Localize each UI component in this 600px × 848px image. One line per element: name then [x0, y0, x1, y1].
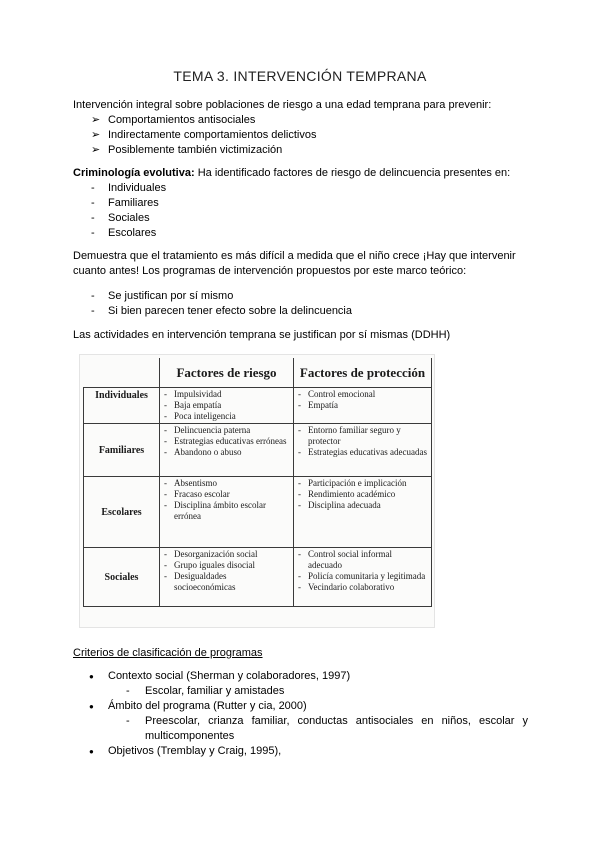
criminology-section — [73, 166, 528, 241]
table-row: Individuales - Impulsividad - Baja empatía - Poca inteligencia - Control emocional - Empatía — [84, 388, 432, 424]
header-risk: Factores de riesgo — [160, 359, 294, 388]
bullet-icon: ● — [89, 702, 94, 711]
criminology-text: Ha identificado factores de riesgo de delincuencia presentes en: — [194, 167, 511, 179]
bullet-icon: ● — [89, 747, 94, 756]
table-corner — [84, 359, 160, 388]
treatment-line-1: Demuestra que el tratamiento es más difícil a medida que el niño crece ¡Hay que intervenir — [73, 250, 516, 262]
list-item: ● Contexto social (Sherman y colaboradores, 1997) — [89, 670, 351, 682]
list-item: ➢ Indirectamente comportamientos delictivos — [91, 129, 317, 141]
arrow-bullet-icon: ➢ — [91, 114, 101, 126]
list-item: ➢ Comportamientos antisociales — [91, 114, 256, 126]
intro-list — [73, 113, 528, 158]
arrow-bullet-icon: ➢ — [91, 129, 101, 141]
treatment-line-2: cuanto antes! Los programas de intervención propuestos por este marco teórico: — [73, 265, 467, 277]
factors-table — [83, 358, 432, 607]
bullet-icon: ● — [89, 672, 94, 681]
list-item: - Escolares — [91, 227, 157, 239]
page-title: TEMA 3. INTERVENCIÓN TEMPRANA — [173, 68, 427, 84]
list-item: - Preescolar, crianza familiar, conductas antisociales en niños, escolar y multicomponentes — [126, 715, 528, 742]
list-item: - Se justifican por sí mismo — [91, 290, 234, 302]
activities-text: Las actividades en intervención temprana se justifican por sí mismas (DDHH) — [73, 329, 451, 341]
list-item: - Familiares — [91, 197, 159, 209]
list-item: - Sociales — [91, 212, 150, 224]
list-item: - Individuales — [91, 182, 167, 194]
list-item: ➢ Posiblemente también victimización — [91, 144, 283, 156]
table-row: Familiares - Delincuencia paterna - Estrategias educativas erróneas - Abandono o abuso - Entorno familiar seguro y protector - Estrategias educativas adecuadas — [84, 424, 432, 477]
intro-text: Intervención integral sobre poblaciones de riesgo a una edad temprana para prevenir: — [73, 99, 492, 111]
list-item: - Si bien parecen tener efecto sobre la delincuencia — [91, 305, 352, 317]
list-item: - Escolar, familiar y amistades — [126, 685, 285, 697]
table-row: Escolares - Absentismo - Fracaso escolar - Disciplina ámbito escolar errónea - Participación e implicación - Rendimiento académico - Disciplina adecuada — [84, 477, 432, 548]
list-item: ● Objetivos (Tremblay y Craig, 1995), — [89, 745, 282, 757]
criminology-list — [73, 181, 528, 241]
criteria-heading: Criterios de clasificación de programas — [73, 647, 263, 659]
table-row: Sociales - Desorganización social - Grupo iguales disocial - Desigualdades socioeconómicas - Control social informal adecuado - Policía comunitaria y legitimada - Vecindario colaborativo — [84, 548, 432, 607]
arrow-bullet-icon: ➢ — [91, 144, 101, 156]
intro-section — [73, 98, 528, 158]
criteria-list — [73, 669, 528, 759]
criminology-label: Criminología evolutiva: — [73, 167, 195, 179]
list-item: ● Ámbito del programa (Rutter y cia, 2000) — [89, 700, 307, 712]
factors-table-image — [80, 355, 434, 627]
treatment-section — [73, 249, 528, 279]
header-protection: Factores de protección — [294, 359, 432, 388]
treatment-list — [73, 289, 528, 319]
